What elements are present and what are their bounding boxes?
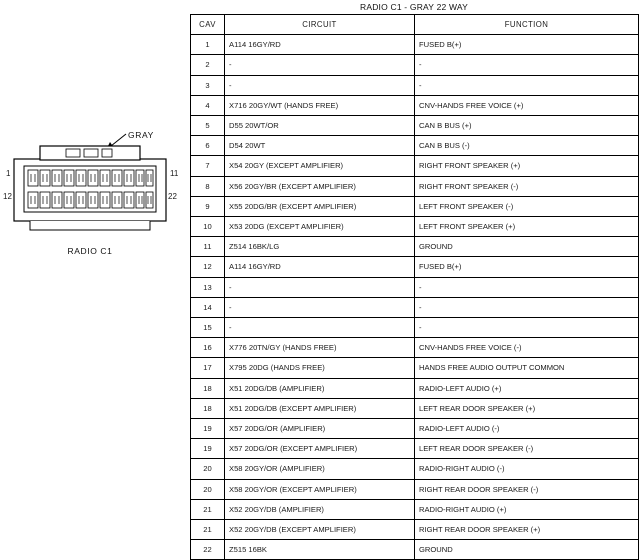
table-row	[191, 378, 639, 398]
cell-circuit: X51 20DG/DB (AMPLIFIER)	[225, 378, 415, 398]
cell-cav: 16	[191, 338, 225, 358]
table-row	[191, 419, 639, 439]
cell-cav: 20	[191, 479, 225, 499]
cell-circuit: X776 20TN/GY (HANDS FREE)	[225, 338, 415, 358]
table-row	[191, 318, 639, 338]
cell-cav: 5	[191, 116, 225, 136]
table-row	[191, 95, 639, 115]
cell-circuit: X55 20DG/BR (EXCEPT AMPLIFIER)	[225, 196, 415, 216]
cell-function: RADIO-LEFT AUDIO (+)	[415, 378, 639, 398]
table-head	[191, 15, 639, 35]
cell-function: LEFT REAR DOOR SPEAKER (-)	[415, 439, 639, 459]
cell-cav: 11	[191, 237, 225, 257]
cell-cav: 22	[191, 540, 225, 560]
cell-function: -	[415, 55, 639, 75]
table-row	[191, 520, 639, 540]
table-row	[191, 237, 639, 257]
table-row	[191, 217, 639, 237]
table-row	[191, 459, 639, 479]
cell-function: -	[415, 318, 639, 338]
cell-function: RADIO-RIGHT AUDIO (+)	[415, 499, 639, 519]
cell-cav: 17	[191, 358, 225, 378]
cell-cav: 2	[191, 55, 225, 75]
cell-cav: 13	[191, 277, 225, 297]
cell-function: -	[415, 277, 639, 297]
page-title: RADIO C1 - GRAY 22 WAY	[360, 2, 468, 12]
cell-cav: 8	[191, 176, 225, 196]
connector-drawing	[0, 14, 190, 264]
pinout-table-wrapper	[190, 14, 638, 555]
table-row	[191, 116, 639, 136]
cell-function: CNV-HANDS FREE VOICE (-)	[415, 338, 639, 358]
cell-circuit: X52 20GY/DB (EXCEPT AMPLIFIER)	[225, 520, 415, 540]
cell-cav: 14	[191, 297, 225, 317]
cell-circuit: X57 20DG/OR (EXCEPT AMPLIFIER)	[225, 439, 415, 459]
cell-function: RIGHT REAR DOOR SPEAKER (-)	[415, 479, 639, 499]
cavity-number-bottom-right: 22	[168, 192, 177, 201]
cell-function: HANDS FREE AUDIO OUTPUT COMMON	[415, 358, 639, 378]
column-header-cav: CAV	[191, 15, 225, 35]
cell-function: RADIO-RIGHT AUDIO (-)	[415, 459, 639, 479]
column-header-circuit: CIRCUIT	[225, 15, 415, 35]
table-row	[191, 499, 639, 519]
table-row	[191, 479, 639, 499]
cell-cav: 1	[191, 35, 225, 55]
cell-circuit: -	[225, 55, 415, 75]
cavity-row-top	[28, 170, 153, 186]
cell-cav: 10	[191, 217, 225, 237]
cell-function: GROUND	[415, 237, 639, 257]
connector-color-label: GRAY	[128, 130, 154, 140]
table-row	[191, 297, 639, 317]
cell-cav: 15	[191, 318, 225, 338]
cavity-number-bottom-left: 12	[3, 192, 12, 201]
table-body	[191, 35, 639, 560]
cell-circuit: X58 20GY/OR (AMPLIFIER)	[225, 459, 415, 479]
cell-cav: 4	[191, 95, 225, 115]
table-row	[191, 156, 639, 176]
cell-function: -	[415, 297, 639, 317]
table-row	[191, 540, 639, 560]
cell-circuit: A114 16GY/RD	[225, 257, 415, 277]
cell-function: RIGHT REAR DOOR SPEAKER (+)	[415, 520, 639, 540]
cell-function: FUSED B(+)	[415, 257, 639, 277]
cell-function: GROUND	[415, 540, 639, 560]
cell-function: CNV-HANDS FREE VOICE (+)	[415, 95, 639, 115]
cell-circuit: X52 20GY/DB (AMPLIFIER)	[225, 499, 415, 519]
cell-circuit: -	[225, 297, 415, 317]
cell-function: RADIO-LEFT AUDIO (-)	[415, 419, 639, 439]
cell-cav: 21	[191, 520, 225, 540]
cell-circuit: -	[225, 318, 415, 338]
cell-function: CAN B BUS (+)	[415, 116, 639, 136]
cell-circuit: D54 20WT	[225, 136, 415, 156]
cavity-number-top-right: 11	[170, 169, 179, 178]
cell-cav: 3	[191, 75, 225, 95]
cavity-row-bottom	[28, 192, 153, 208]
cell-cav: 21	[191, 499, 225, 519]
cell-function: LEFT FRONT SPEAKER (-)	[415, 196, 639, 216]
cell-circuit: X795 20DG (HANDS FREE)	[225, 358, 415, 378]
cell-function: LEFT REAR DOOR SPEAKER (+)	[415, 398, 639, 418]
cell-function: RIGHT FRONT SPEAKER (+)	[415, 156, 639, 176]
cell-circuit: X51 20DG/DB (EXCEPT AMPLIFIER)	[225, 398, 415, 418]
cell-cav: 18	[191, 378, 225, 398]
cell-circuit: A114 16GY/RD	[225, 35, 415, 55]
cell-function: -	[415, 75, 639, 95]
cell-circuit: X54 20GY (EXCEPT AMPLIFIER)	[225, 156, 415, 176]
cell-function: FUSED B(+)	[415, 35, 639, 55]
table-row	[191, 136, 639, 156]
cell-cav: 20	[191, 459, 225, 479]
cell-circuit: X57 20DG/OR (AMPLIFIER)	[225, 419, 415, 439]
table-row	[191, 35, 639, 55]
table-row	[191, 75, 639, 95]
cell-circuit: Z514 16BK/LG	[225, 237, 415, 257]
table-row	[191, 196, 639, 216]
table-row	[191, 398, 639, 418]
table-header-row	[191, 15, 639, 35]
table-row	[191, 277, 639, 297]
cell-cav: 19	[191, 439, 225, 459]
cell-function: LEFT FRONT SPEAKER (+)	[415, 217, 639, 237]
cavity-number-top-left: 1	[6, 169, 11, 178]
cell-cav: 19	[191, 419, 225, 439]
connector-key-right	[84, 149, 98, 157]
cell-cav: 18	[191, 398, 225, 418]
cell-cav: 6	[191, 136, 225, 156]
table-row	[191, 176, 639, 196]
cell-circuit: X56 20GY/BR (EXCEPT AMPLIFIER)	[225, 176, 415, 196]
connector-key-left	[66, 149, 80, 157]
connector-caption: RADIO C1	[67, 246, 113, 256]
cell-circuit: D55 20WT/OR	[225, 116, 415, 136]
cell-circuit: -	[225, 277, 415, 297]
cell-circuit: X53 20DG (EXCEPT AMPLIFIER)	[225, 217, 415, 237]
cell-cav: 12	[191, 257, 225, 277]
cell-cav: 7	[191, 156, 225, 176]
connector-key-third	[102, 149, 112, 157]
connector-illustration	[0, 14, 190, 264]
table-row	[191, 439, 639, 459]
cell-cav: 9	[191, 196, 225, 216]
cell-circuit: X58 20GY/OR (EXCEPT AMPLIFIER)	[225, 479, 415, 499]
cell-circuit: X716 20GY/WT (HANDS FREE)	[225, 95, 415, 115]
cell-function: CAN B BUS (-)	[415, 136, 639, 156]
table-row	[191, 257, 639, 277]
table-row	[191, 358, 639, 378]
cell-circuit: Z515 16BK	[225, 540, 415, 560]
table-row	[191, 55, 639, 75]
column-header-function: FUNCTION	[415, 15, 639, 35]
cell-function: RIGHT FRONT SPEAKER (-)	[415, 176, 639, 196]
cell-circuit: -	[225, 75, 415, 95]
table-row	[191, 338, 639, 358]
pinout-table	[190, 14, 639, 560]
